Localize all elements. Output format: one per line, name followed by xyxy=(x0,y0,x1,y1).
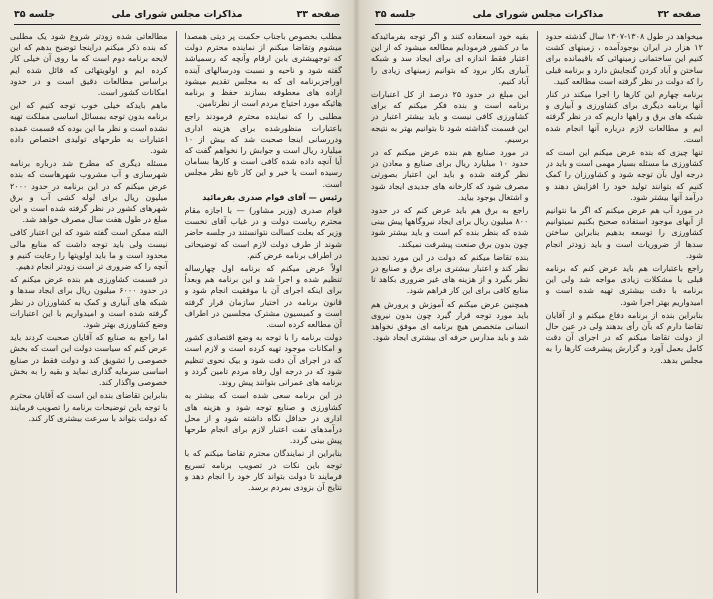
paragraph: مطلب بخصوص باجناب حکمت پر دیتی همصدا میشوم وتقاضا میکنم از نماینده محترم دولت که توجهیشتری بابن ارقام وآنچه که رسمیاشد گفته شود و ناحیه و نسبت ودرسالهای آینده اوراجزبرنامه ای که به مجلس تقدیم میشود اراده های معطوفه بسازند حفظ و برنامه هائیکه مورد احتیاج مردم است از نظرتامین. xyxy=(184,31,342,109)
left-page-title: مذاکرات مجلس شورای ملی xyxy=(111,9,243,20)
column-divider xyxy=(537,31,538,593)
paragraph: دولت برنامه را با توجه به وضع اقتصادی کشور و امکانات موجود تهیه کرده است و لازم است که در اجرای آن دقت شود و بیک نحوی تنظیم شود که در درجه اول رفاه مردم تامین گردد و برنامه های عمرانی بتوانند پیش روند. xyxy=(184,332,342,388)
paragraph: در این برنامه سعی شده است که بیشتر به کشاورزی و صنایع توجه شود و هزینه های اداری در حداقل نگاه داشته شود و از محل درآمدهای نفت اعتبار لازم برای انجام طرحها پیش بینی گردد. xyxy=(184,390,342,446)
paragraph: در مورد آب هم عرض میکنم که اگر ما نتوانیم از آبهای موجود استفاده صحیح بکنیم نمیتوانیم کشاورزی را توسعه بدهیم بنابراین ساختن سدها از ضروریات است و باید زودتر انجام شود. xyxy=(545,205,703,260)
left-page-session: جلسه ۳۵ xyxy=(14,9,56,20)
left-page-header xyxy=(14,8,340,25)
paragraph: مطالعاتی شده زودتر شروع شود یک مطلبی که بنده ذکر میکنم دراینجا توضیح بدهم که این لایحه برنامه دوم است که ما روی آن خیلی کار کرده ایم و اولویتهائی که قائل شده ایم براساس مطالعات دقیق است و در حدود امکانات کشور است. xyxy=(10,31,168,98)
left-page-column-left xyxy=(10,31,168,593)
right-page-session: جلسه ۳۵ xyxy=(375,9,417,20)
right-page-column-right xyxy=(546,31,704,593)
left-page xyxy=(0,0,352,599)
paragraph: راجع به برق هم باید عرض کنم که در حدود ۸۰۰ میلیون ریال برای ایجاد نیروگاهها پیش بینی شده که بنظر بنده کم است و باید بیشتر شود چون بدون برق صنعت پیشرفت نمیکند. xyxy=(371,205,529,249)
paragraph: همچنین عرض میکنم که آموزش و پرورش هم باید مورد توجه قرار گیرد چون بدون نیروی انسانی متخصص هیچ برنامه ای موفق نخواهد شد و باید مدارس حرفه ای بیشتری ایجاد شود. xyxy=(371,298,529,343)
right-page-title: مذاکرات مجلس شورای ملی xyxy=(472,9,604,20)
speaker-line: رئیس — آقای قوام صدری بفرمائید xyxy=(202,191,342,202)
paragraph: بنده تقاضا میکنم که دولت در این مورد تجدید نظر کند و اعتبار بیشتری برای برق و صنایع در نظر بگیرد و از هزینه های غیر ضروری بکاهد تا منابع کافی برای این کار فراهم شود. xyxy=(371,251,529,296)
paragraph: قوام صدری (وزیر مشاور) — با اجازه مقام محترم ریاست دولت و در غیاب آقای نخست وزیر که بعلت کسالت نتوانستند در جلسه حاضر شوند از طرف دولت لازم است که توضیحاتی در اطراف برنامه عرض کنم. xyxy=(184,205,342,260)
paragraph: در قسمت کشاورزی هم بنده عرض میکنم که در حدود ۶۰۰۰ میلیون ریال برای ایجاد سدها و شبکه های آبیاری و کمک به کشاورزان در نظر گرفته شده است و امیدواریم با این اعتبارات وضع کشاورزی بهتر شود. xyxy=(10,274,168,330)
paragraph: اولاً عرض میکنم که برنامه اول چهارساله تنظیم شده و اجرا شد و این برنامه هم وبعداً برای اینکه اجرای آن با موفقیت انجام شود و قانون برنامه در اختیار سازمان قرار گرفته است و کمیسیون مشترک مجلسین در اطراف آن مطالعه کرده است. xyxy=(184,263,342,330)
right-page-number: صفحه ۳۲ xyxy=(657,9,701,20)
paragraph: بنابراین تقاضای بنده این است که آقایان محترم با توجه باین توضیحات برنامه را تصویب فرمایند که دولت بتواند با سرعت بیشتری کار کند. xyxy=(10,390,168,423)
paragraph: بنابراین بنده از برنامه دفاع میکنم و از آقایان تقاضا دارم که بآن رأی بدهند ولی در عین حال از دولت تقاضا میکنم که در اجرای آن دقت کامل بعمل آورد و گزارش پیشرفت کارها را به مجلس بدهد. xyxy=(545,309,703,365)
paragraph: راجع باعتبارات هم باید عرض کنم که برنامه قبلی با مشکلات زیادی مواجه شد ولی این برنامه با دقت بیشتری تهیه شده است و امیدواریم بهتر اجرا شود. xyxy=(545,263,703,307)
paragraph: بنابراین از نمایندگان محترم تقاضا میکنم که با توجه باین نکات در تصویب برنامه تسریع فرمایند تا دولت بتواند کار خود را انجام دهد و نتایج آن بزودی بمردم برسد. xyxy=(184,448,342,492)
paragraph: بقیه خود اسعفاده کنند و اگر توجه بفرمائیدکه ما در کشور فرمودایم مطالعه میشود که از این اعتبار فقط اندازه ای برای ایجاد سد و شبکه آبیاری بکار برود که بتوانیم زمینهای زیادی را آباد کنیم. xyxy=(371,31,529,86)
column-divider xyxy=(176,31,177,593)
paragraph: برنامه چهارم این کارها را اجرا میکند در کنار آنها برنامه دیگری برای کشاورزی و آبیاری و شبکه های برق و راهها داریم که در نظر گرفته ایم و مطالعات لازم درباره آنها انجام شده است. xyxy=(545,89,703,144)
right-page-header xyxy=(375,8,701,25)
paragraph: در مورد صنایع هم بنده عرض میکنم که در حدود ۱۰ میلیارد ریال برای صنایع و معادن در نظر گرفته شده و باید این اعتبار بصورتی مصرف شود که کارخانه های جدیدی ایجاد شود و اشتغال بوجود بیاید. xyxy=(371,147,529,202)
paragraph: البته ممکن است گفته شود که این اعتبار کافی نیست ولی باید توجه داشت که منابع مالی محدود است و ما باید اولویتها را رعایت کنیم و آنچه را که ضروری تر است زودتر انجام دهیم. xyxy=(10,227,168,272)
left-page-number: صفحه ۳۳ xyxy=(296,9,340,20)
right-page-column-left xyxy=(371,31,529,593)
paragraph: تنها چیزی که بنده عرض میکنم این است که کشاورزی ما مسئله بسیار مهمی است و باید در درجه اول بآن توجه شود و کشاورزان را کمک کنیم که بتوانند تولید خود را افزایش دهند و درآمد آنها بیشتر شود. xyxy=(545,147,703,202)
paragraph: ماهم بایدکه خیلی خوب توجه کنیم که این برنامه بدون توجه بمسائل اساسی مملکت تهیه نشده است و نظر ما این بوده که قسمت عمده اعتبارات به طرحهای تولیدی اختصاص داده شود. xyxy=(10,100,168,156)
paragraph: میخواهد در طول ۱۳۰۸-۱۳۰۷ سال گذشته حدود ۱۲ هزار در ایران بوجودآمده ، زمینهای کشت کنیم این ساختمانی زمینهائی که باقیمانده برای ساختن و آباد کردن گنجایش دارد و برنامه قبلی را که دولت در نظر گرفته است مطالعه کنید. xyxy=(545,31,703,86)
left-page-columns xyxy=(10,31,342,593)
paragraph: اما راجع به صنایع که آقایان صحبت کردند باید عرض کنم که سیاست دولت این است که بخش خصوصی را تشویق کند و دولت فقط در صنایع اساسی سرمایه گذاری نماید و بقیه را به بخش خصوصی واگذار کند. xyxy=(10,332,168,388)
right-page xyxy=(361,0,713,599)
paragraph: مسئله دیگری که مطرح شد درباره برنامه شهرسازی و آب مشروب شهرهاست که بنده عرض میکنم که در این برنامه در حدود ۲۰۰۰ میلیون ریال برای لوله کشی آب و برق شهرهای کشور در نظر گرفته شده است و این مبلغ در طول هفت سال مصرف خواهد شد. xyxy=(10,158,168,225)
right-page-columns xyxy=(371,31,703,593)
paragraph: مطلبی را که نماینده محترم فرمودند راجع باعتبارات منظورشده برای هزینه اداری ودررسانی اینجا صحبت شد که بیش از ۱۰ میلیارد ریال است و جوابش را نخواهم گفت که آیا آنچه داده شده کافی است و کارها بسامان رسیده است یا خیر و این کار تابع نظر مجلس است. xyxy=(184,111,342,189)
paragraph: این مبلغ در حدود ۲۵ درصد از کل اعتبارات برنامه است و بنده فکر میکنم که برای کشاورزی کافی نیست و باید بیشتر اعتبار در این قسمت گذاشته شود تا بتوانیم بهتر به نتیجه برسیم. xyxy=(371,89,529,144)
left-page-column-right xyxy=(185,31,343,593)
